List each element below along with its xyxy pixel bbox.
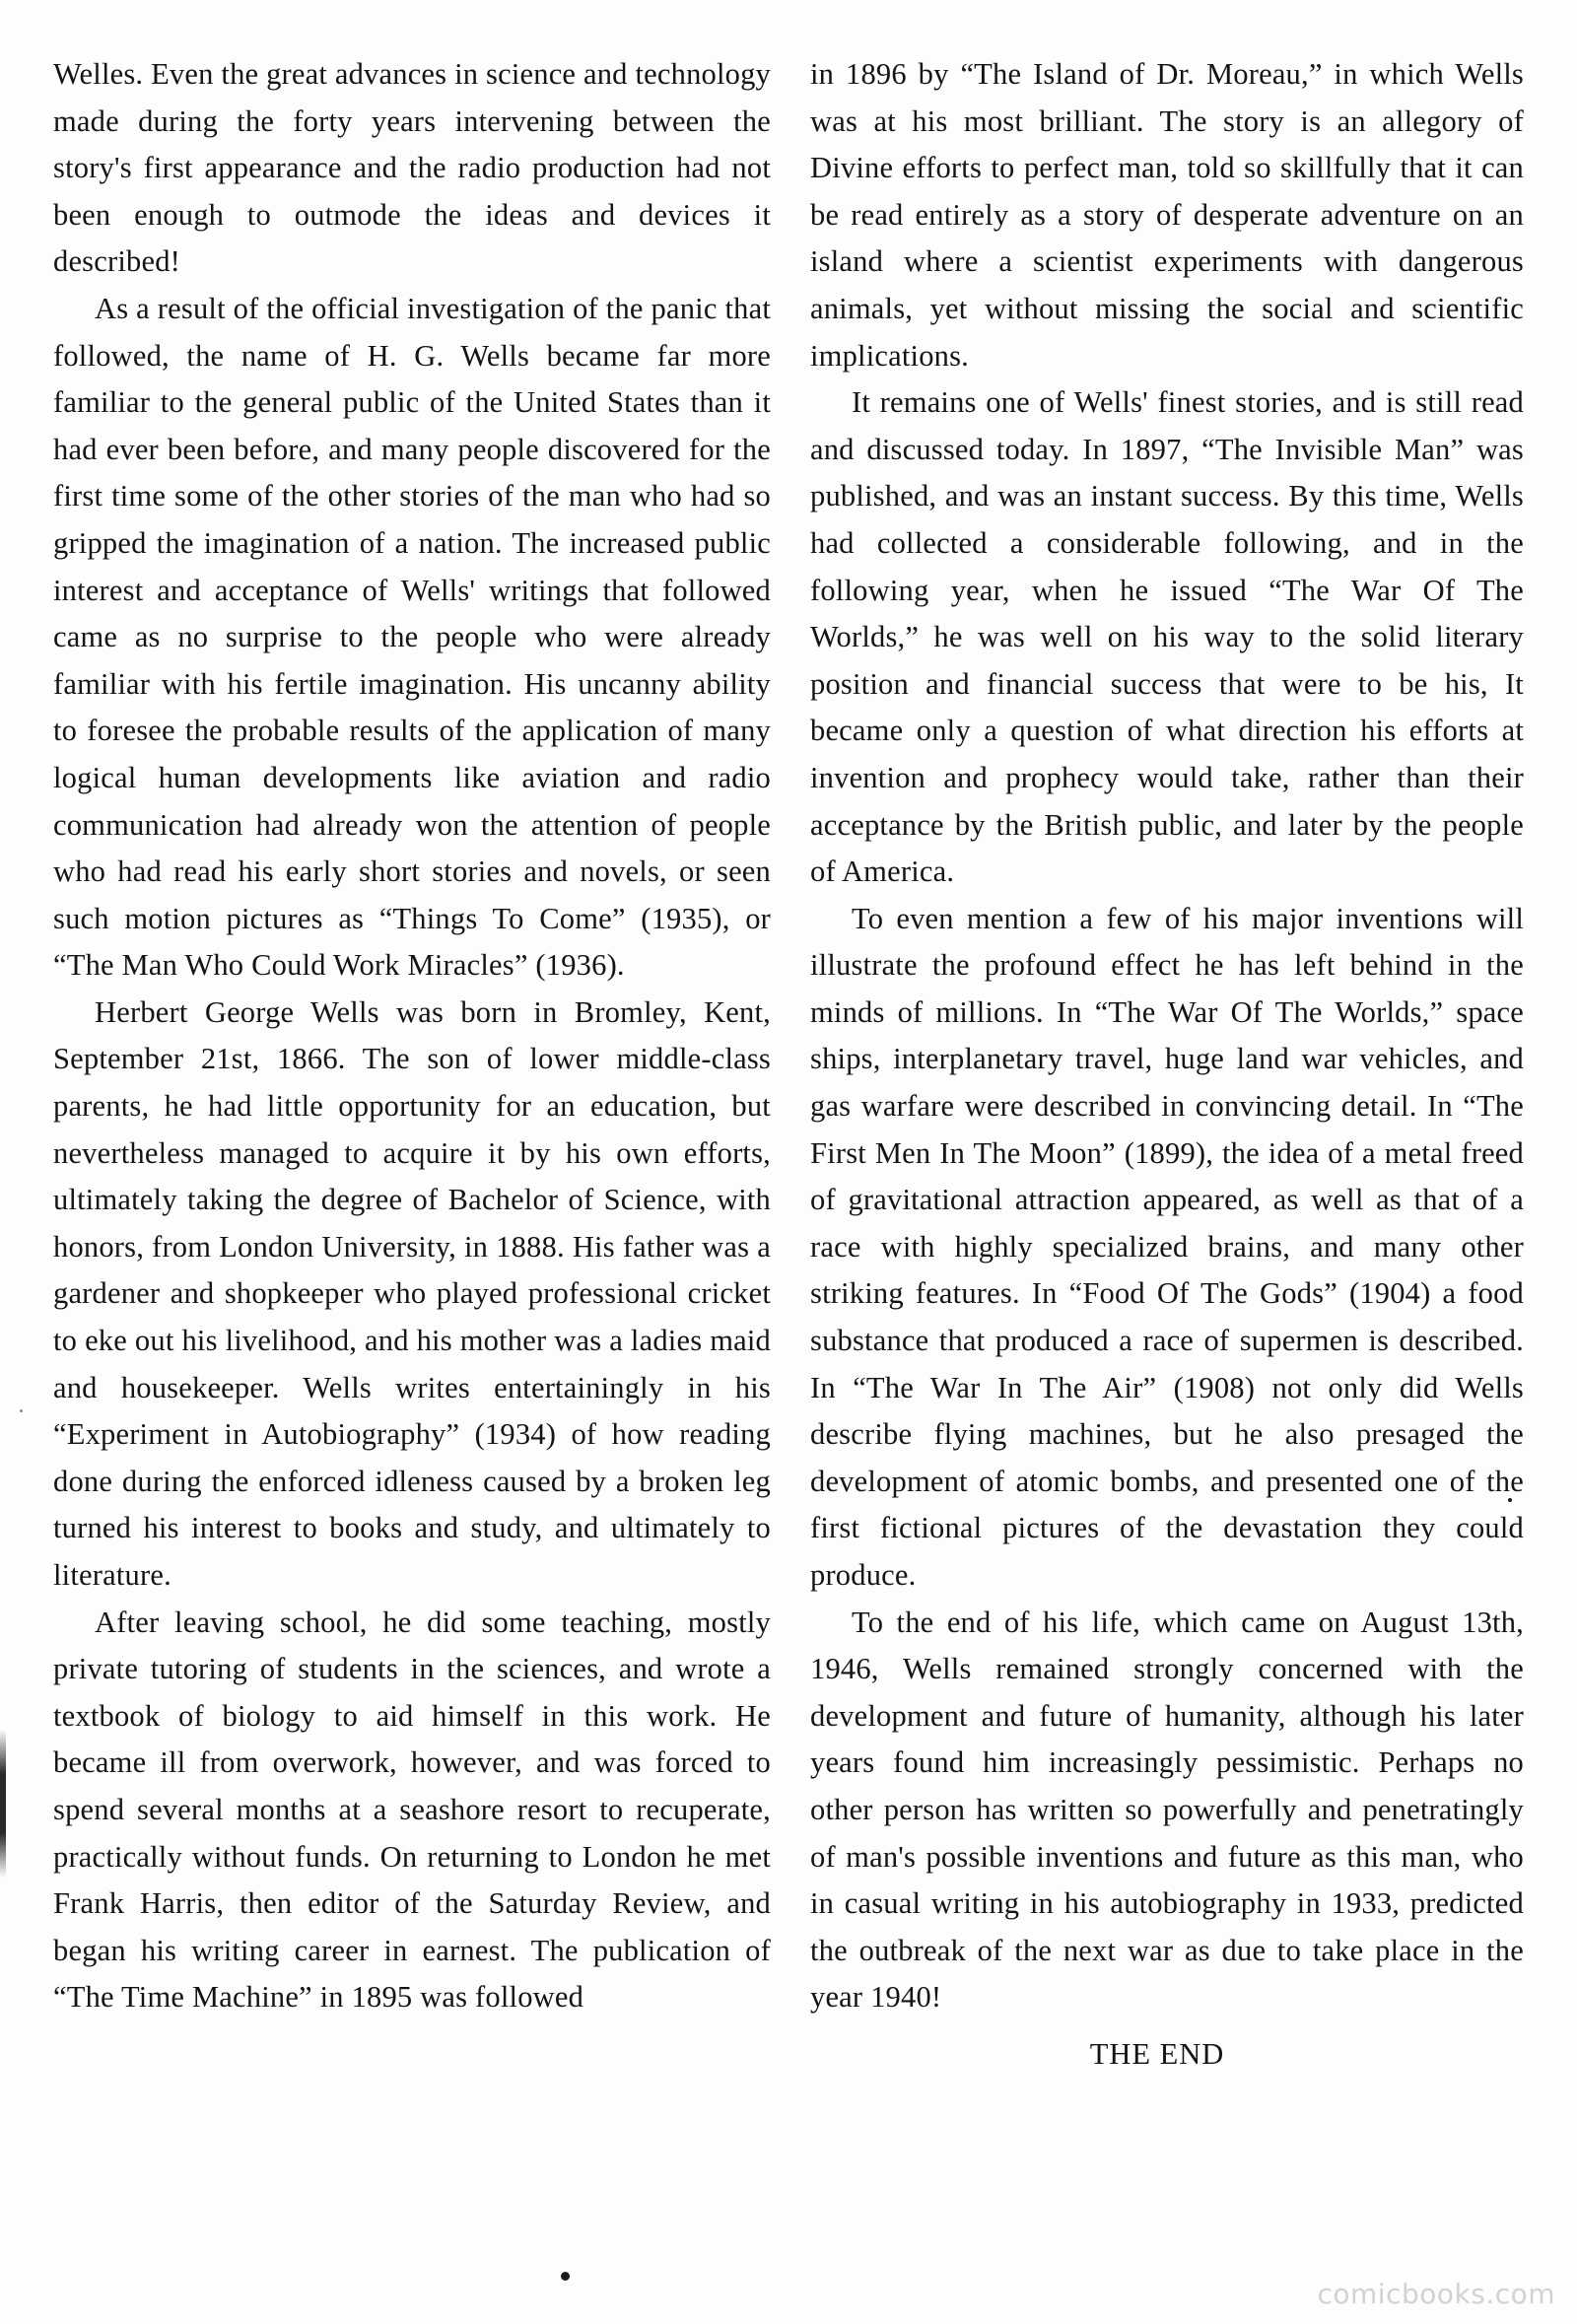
- ink-dot: [1508, 1498, 1512, 1502]
- ink-dot: [561, 2272, 570, 2281]
- paragraph: Welles. Even the great advances in science and technology made during the forty years intervening between the story's first appearance and the radio production had not been enough to outmode the ideas and devices it described!: [53, 57, 771, 279]
- paragraph: Herbert George Wells was born in Bromley, Kent, September 21st, 1866. The son of lower middle-class parents, he had little opportunity for an education, but nevertheless managed to acquire it by his own efforts, ultimately taking the degree of Bachelor of Science, with honors, from London University, in 1888. His father was a gardener and shopkeeper who played professional cricket to eke out his livelihood, and his mother was a ladies maid and housekeeper. Wells writes entertainingly in his “Experiment in Autobiography” (1934) of how reading done during the enforced idleness caused by a broken leg turned his interest to books and study, and ultimately to literature.: [53, 994, 771, 1592]
- paragraph: in 1896 by “The Island of Dr. Moreau,” in which Wells was at his most brilliant. The story is an allegory of Divine efforts to perfect man, told so skillfully that it can be read entirely as a story of desperate adventure on an island where a scientist experiments with dangerous animals, yet without missing the social and scientific implications.: [810, 57, 1524, 373]
- watermark: comicbooks.com: [1317, 2278, 1555, 2310]
- left-column: [53, 51, 771, 2021]
- ink-dot: [20, 1409, 23, 1412]
- right-column: [810, 51, 1524, 2079]
- paragraph: To even mention a few of his major inventions will illustrate the profound effect he has left behind in the minds of millions. In “The War Of The Worlds,” space ships, interplanetary travel, huge land war vehicles, and gas warfare were described in convincing detail. In “The First Men In The Moon” (1899), the idea of a metal freed of gravitational attraction appeared, as well as that of a race with highly specialized brains, and many other striking features. In “Food Of The Gods” (1904) a food substance that produced a race of supermen is described. In “The War In The Air” (1908) not only did Wells describe flying machines, but he also presaged the development of atomic bombs, and presented one of the first fictional pictures of the devastation they could produce.: [810, 901, 1524, 1592]
- paragraph: After leaving school, he did some teaching, mostly private tutoring of students in the sciences, and wrote a textbook of biology to aid himself in this work. He became ill from overwork, however, and was forced to spend several months at a seashore resort to recuperate, practically without funds. On returning to London he met Frank Harris, then editor of the Saturday Review, and began his writing career in earnest. The publication of “The Time Machine” in 1895 was followed: [53, 1605, 771, 2015]
- paragraph: To the end of his life, which came on August 13th, 1946, Wells remained strongly concerned with the development and future of humanity, although his later years found him increasingly pessimistic. Perhaps no other person has written so powerfully and penetratingly of man's possible inventions and future as this man, who in casual writing in his autobiography in 1933, predicted the outbreak of the next war as due to take place in the year 1940!: [810, 1605, 1524, 2015]
- paragraph: It remains one of Wells' finest stories, and is still read and discussed today. In 1897, “The Invisible Man” was published, and was an instant success. By this time, Wells had collected a considerable following, and in the following year, when he issued “The War Of The Worlds,” he was well on his way to the solid literary position and financial success that were to be his, It became only a question of what direction his efforts at invention and prophecy would take, rather than their acceptance by the British public, and later by the people of America.: [810, 385, 1524, 889]
- the-end-label: THE END: [1089, 2036, 1225, 2071]
- paragraph: As a result of the official investigation of the panic that followed, the name of H. G. Wells became far more familiar to the general public of the United States than it had ever been before, and many people discovered for the first time some of the other stories of the man who had so gripped the imagination of a nation. The increased public interest and acceptance of Wells' writings that followed came as no surprise to the people who were already familiar with his fertile imagination. His uncanny ability to foresee the probable results of the application of many logical human developments like aviation and radio communication had already won the attention of people who had read his early short stories and novels, or seen such motion pictures as “Things To Come” (1935), or “The Man Who Could Work Miracles” (1936).: [53, 291, 771, 983]
- page-edge-mark: [0, 1730, 6, 1878]
